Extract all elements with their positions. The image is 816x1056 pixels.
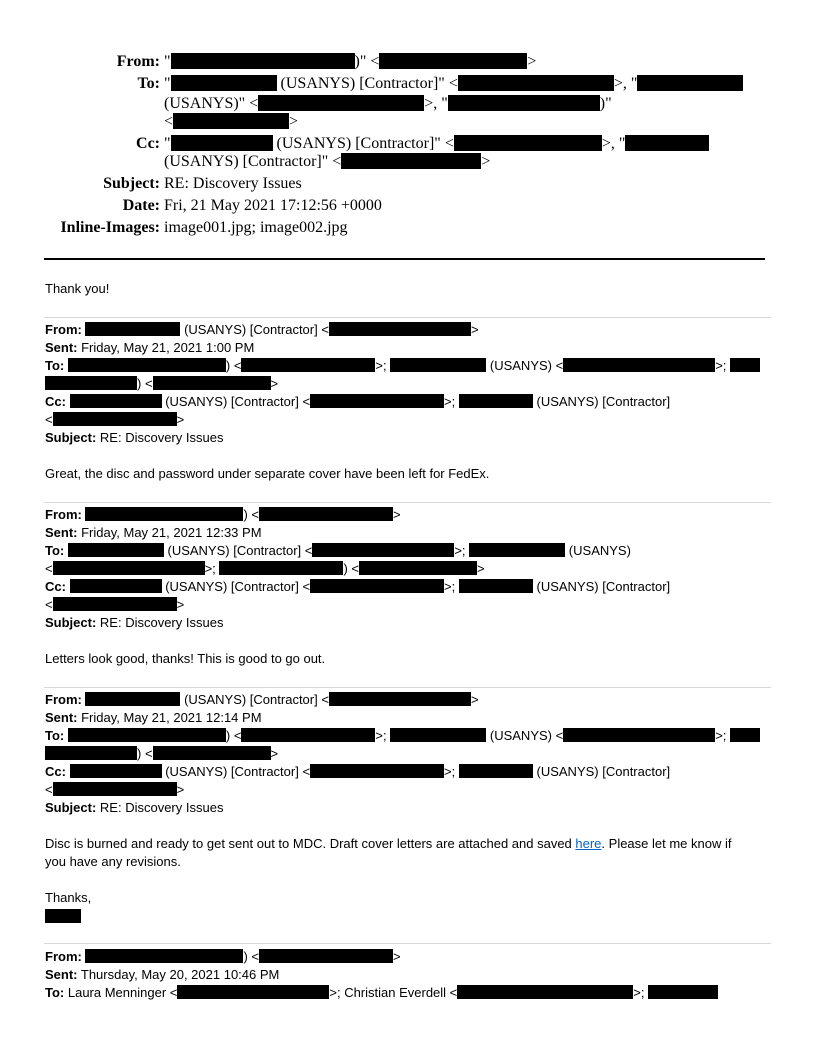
msg3-subject: Subject: RE: Discovery Issues <box>45 800 224 815</box>
redaction <box>563 358 715 372</box>
msg3-to-2: ) < > <box>45 745 278 763</box>
header-inline-images-label: Inline-Images: <box>60 219 160 236</box>
redaction <box>359 561 477 575</box>
header-subject-value: RE: Discovery Issues <box>164 175 302 192</box>
redaction <box>457 985 633 999</box>
msg1-to-2: ) < > <box>45 375 278 393</box>
msg3-cc-2: < > <box>45 782 185 797</box>
msg4-from: From: ) < > <box>45 949 401 964</box>
msg3-from: From: (USANYS) [Contractor] < > <box>45 692 479 707</box>
redaction <box>448 95 600 111</box>
msg1-sent: Sent: Friday, May 21, 2021 1:00 PM <box>45 340 255 355</box>
msg4-sent: Sent: Thursday, May 20, 2021 10:46 PM <box>45 967 280 982</box>
msg1-cc-2: < > <box>45 412 185 427</box>
msg1-subject: Subject: RE: Discovery Issues <box>45 430 224 445</box>
header-date-label: Date: <box>122 197 160 214</box>
message-divider <box>44 943 771 944</box>
redaction <box>171 53 355 69</box>
msg3-signature <box>45 908 81 926</box>
redaction <box>259 507 393 521</box>
redaction <box>241 728 375 742</box>
redaction <box>459 764 533 778</box>
redaction <box>153 746 271 760</box>
redaction <box>153 376 271 390</box>
message-divider <box>44 687 771 688</box>
redaction <box>341 153 481 169</box>
msg2-body: Letters look good, thanks! This is good to go out. <box>45 651 326 666</box>
msg3-cc: Cc: (USANYS) [Contractor] < >; (USANYS) [Contractor] <box>45 764 671 779</box>
redaction <box>68 543 164 557</box>
redaction <box>171 135 273 151</box>
redaction <box>53 412 177 426</box>
redaction <box>85 322 180 336</box>
header-divider <box>44 258 765 260</box>
redaction <box>173 113 289 129</box>
intro-text: Thank you! <box>45 281 110 296</box>
message-divider <box>44 317 771 318</box>
message-divider <box>44 502 771 503</box>
header-date-value: Fri, 21 May 2021 17:12:56 +0000 <box>164 197 382 214</box>
msg4-to: To: Laura Menninger < >; Christian Everdell < >; <box>45 984 718 1002</box>
redaction <box>68 728 226 742</box>
header-from-label: From: <box>116 53 160 70</box>
header-cc-label: Cc: <box>136 135 160 152</box>
redaction <box>53 597 177 611</box>
redaction <box>310 579 444 593</box>
redaction <box>258 95 424 111</box>
header-inline-images-value: image001.jpg; image002.jpg <box>164 219 348 236</box>
msg2-subject: Subject: RE: Discovery Issues <box>45 615 224 630</box>
msg2-cc: Cc: (USANYS) [Contractor] < >; (USANYS) [Contractor] <box>45 579 671 594</box>
redaction <box>310 394 444 408</box>
redaction <box>219 561 343 575</box>
msg2-sent: Sent: Friday, May 21, 2021 12:33 PM <box>45 525 262 540</box>
msg3-thanks: Thanks, <box>45 890 92 905</box>
redaction <box>390 358 486 372</box>
redaction <box>171 75 277 91</box>
redaction <box>70 764 162 778</box>
header-from-value: " )" < > <box>164 53 537 70</box>
redaction <box>177 985 329 999</box>
header-subject-label: Subject: <box>103 175 160 192</box>
redaction <box>329 322 471 336</box>
redaction <box>241 358 375 372</box>
msg2-to-2: < >; ) < > <box>45 561 485 576</box>
header-to-label: To: <box>137 75 160 92</box>
msg3-to: To: ) < >; (USANYS) < >; <box>45 727 760 745</box>
redaction <box>379 53 527 69</box>
msg2-to: To: (USANYS) [Contractor] < >; (USANYS) <box>45 543 631 558</box>
redaction <box>85 692 180 706</box>
redaction <box>45 909 81 923</box>
redaction <box>53 561 205 575</box>
redaction <box>85 507 243 521</box>
redaction <box>730 358 760 372</box>
msg1-from: From: (USANYS) [Contractor] < > <box>45 322 479 337</box>
redaction <box>637 75 743 91</box>
redaction <box>70 394 162 408</box>
redaction <box>648 985 718 999</box>
redaction <box>459 394 533 408</box>
redaction <box>45 376 137 390</box>
here-link[interactable]: here <box>575 836 602 851</box>
msg2-from: From: ) < > <box>45 507 401 522</box>
msg1-body: Great, the disc and password under separate cover have been left for FedEx. <box>45 466 490 481</box>
msg1-cc: Cc: (USANYS) [Contractor] < >; (USANYS) [Contractor] <box>45 394 671 409</box>
redaction <box>53 782 177 796</box>
redaction <box>310 764 444 778</box>
msg3-sent: Sent: Friday, May 21, 2021 12:14 PM <box>45 710 262 725</box>
msg2-cc-2: < > <box>45 597 185 612</box>
redaction <box>259 949 393 963</box>
redaction <box>458 75 614 91</box>
msg3-body-2: you have any revisions. <box>45 854 181 869</box>
redaction <box>730 728 760 742</box>
redaction <box>454 135 602 151</box>
redaction <box>45 746 137 760</box>
redaction <box>469 543 565 557</box>
redaction <box>563 728 715 742</box>
header-to-value: " (USANYS) [Contractor]" < >, " <box>164 74 743 94</box>
redaction <box>70 579 162 593</box>
redaction <box>68 358 226 372</box>
redaction <box>312 543 454 557</box>
redaction <box>329 692 471 706</box>
msg3-body: Disc is burned and ready to get sent out to MDC. Draft cover letters are attached and saved here. Please let me know if <box>45 836 732 851</box>
redaction <box>85 949 243 963</box>
redaction <box>459 579 533 593</box>
redaction <box>625 135 709 151</box>
redaction <box>390 728 486 742</box>
msg1-to: To: ) < >; (USANYS) < >; <box>45 357 760 375</box>
header-cc-value: " (USANYS) [Contractor]" < >, " <box>164 134 709 154</box>
